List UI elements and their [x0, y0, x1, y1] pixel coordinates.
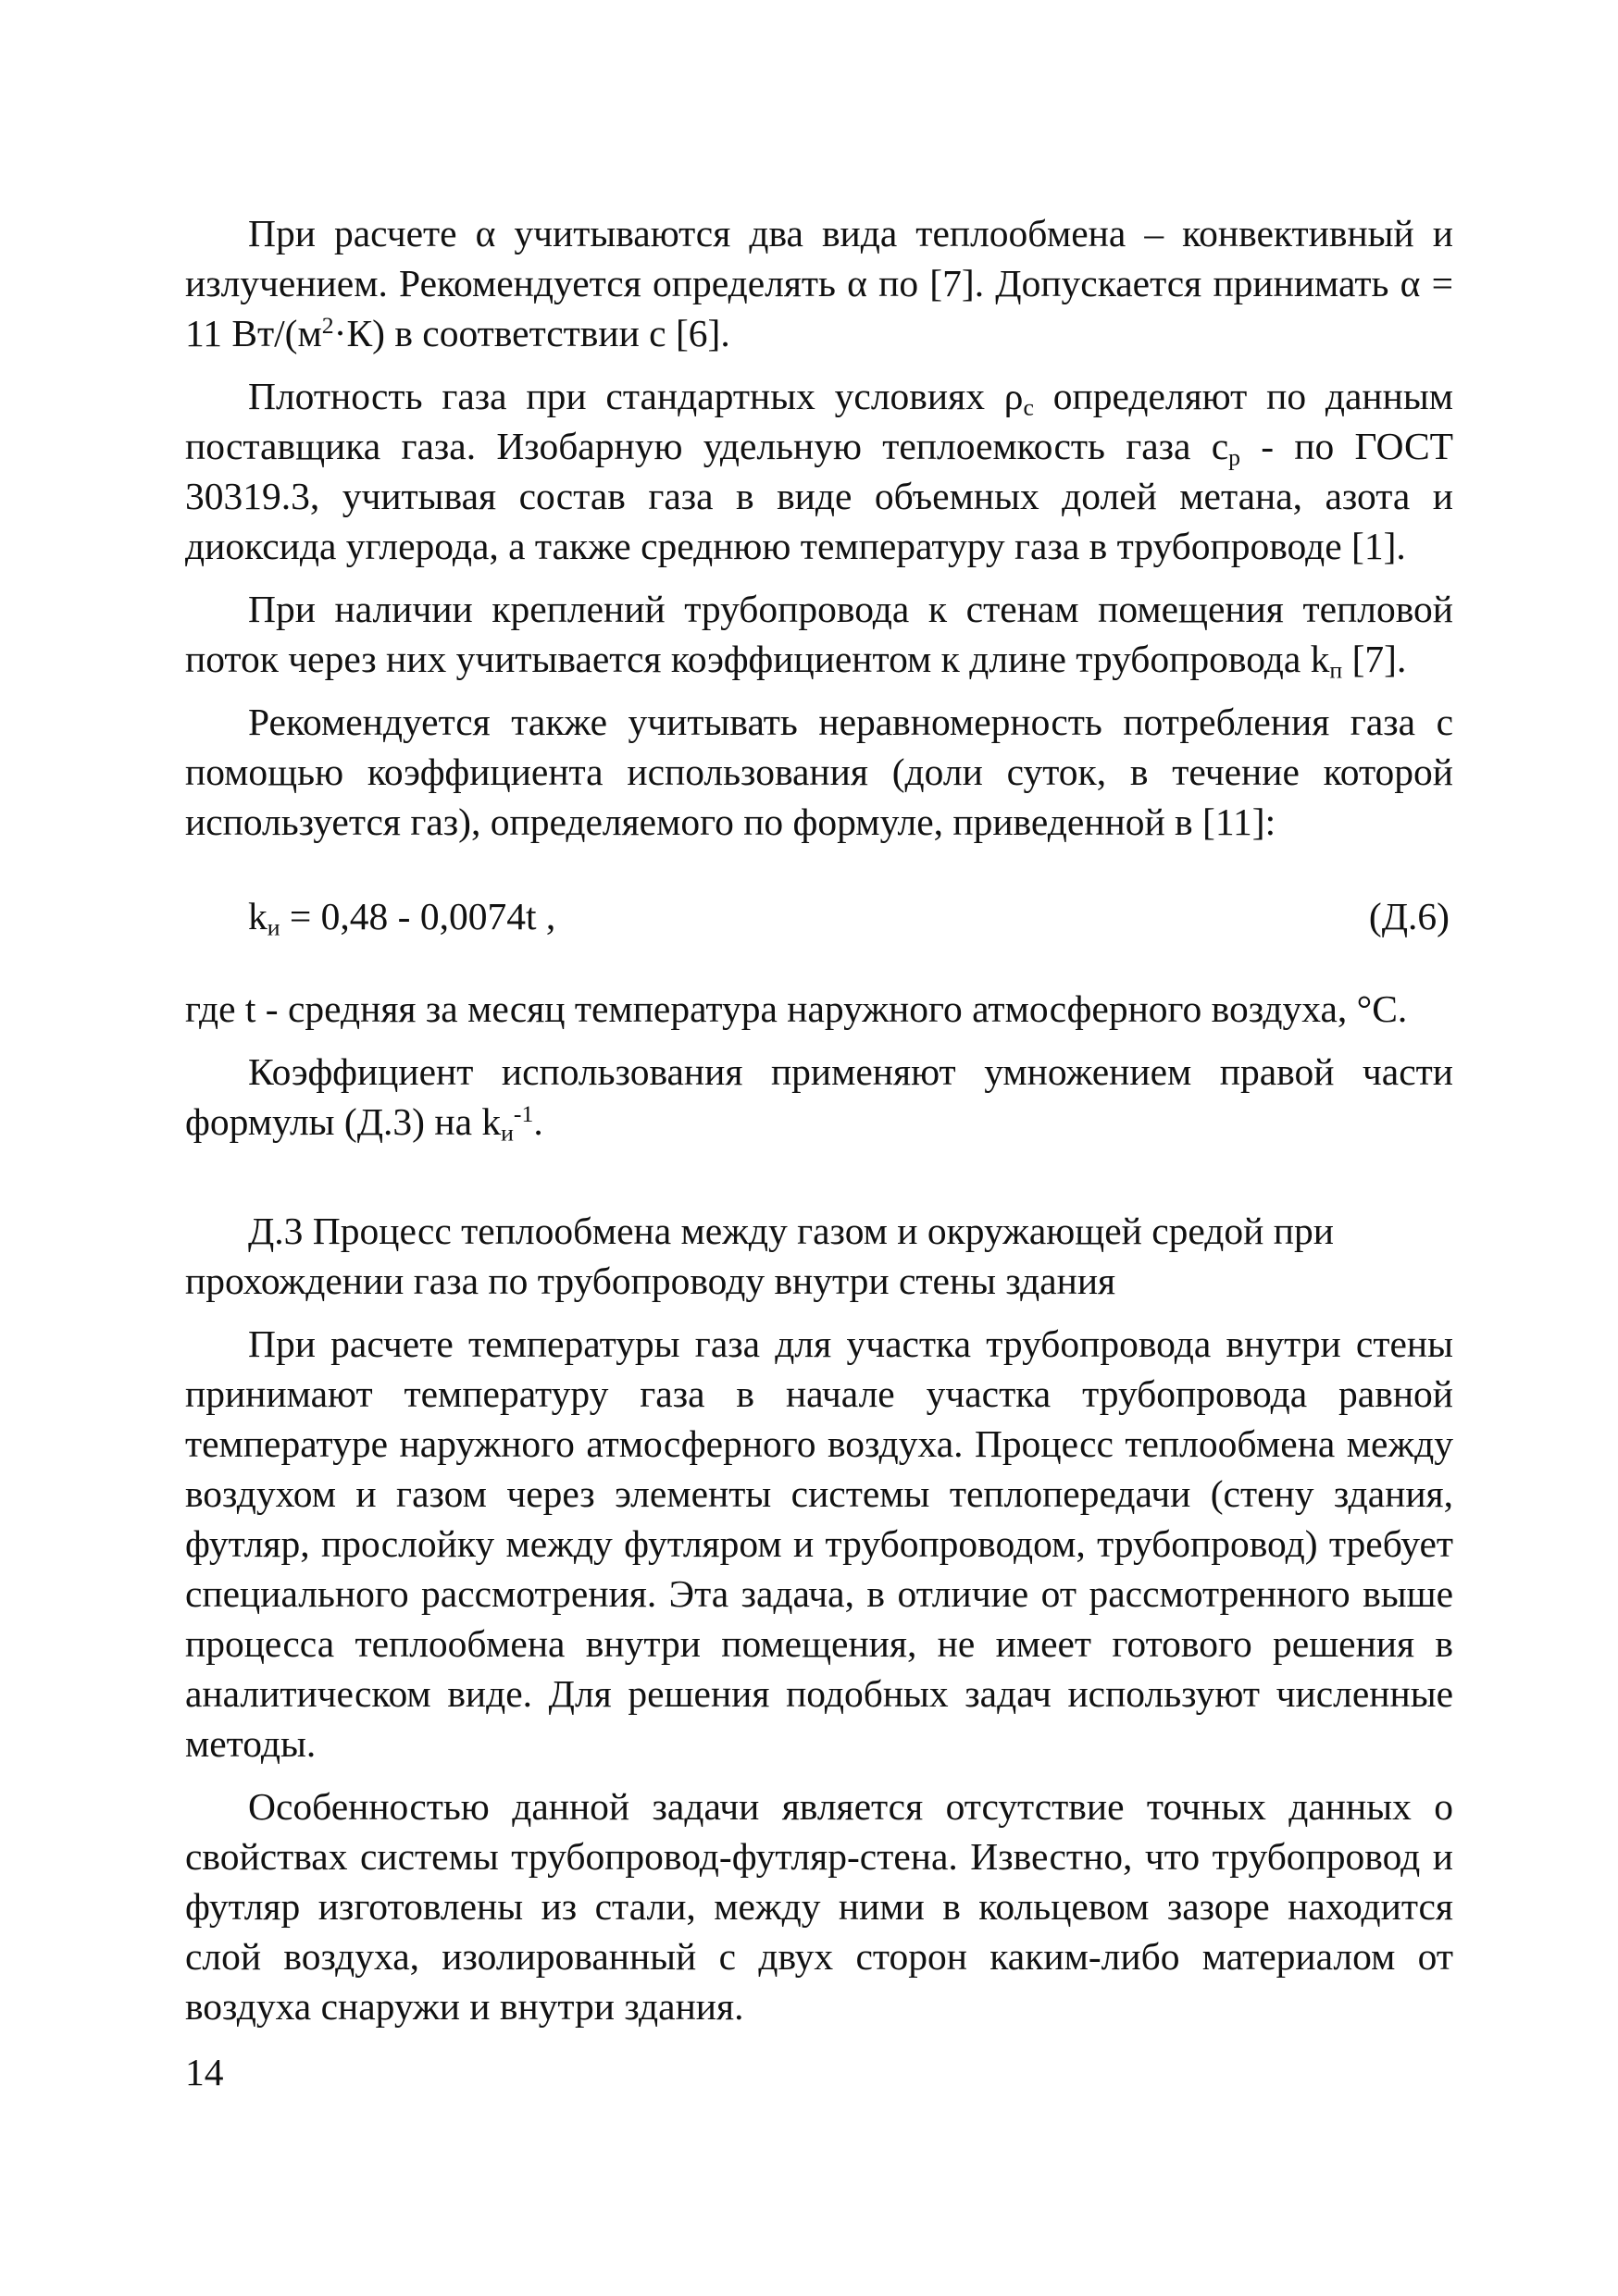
formula-d6 [185, 891, 1453, 941]
formula-variable: k [248, 895, 268, 937]
subscript: и [501, 1119, 514, 1147]
paragraph-wall-pipe-temperature: При расчете температуры газа для участка трубопровода внутри стены принимают температуру газа в начале участка трубопровода равной температуре наружного атмосферного воздуха. Процесс теплообмена между воздухом и газом через элементы системы теплопередачи (стену здания, футляр, прослойку между футляром и трубопроводом, трубопровод) требует специального рассмотрения. Эта задача, в отличие от рассмотренного выше процесса теплообмена внутри помещения, не имеет готового решения в аналитическом виде. Для решения подобных задач используют численные методы. [185, 1322, 1453, 1765]
subscript: п [1329, 656, 1343, 684]
text-run: Плотность газа при стандартных условиях ρ [248, 375, 1024, 417]
page-number: 14 [185, 2051, 224, 2093]
subscript: с [1023, 393, 1034, 421]
formula-body: = 0,48 - 0,0074t , [280, 895, 556, 937]
text-run: Коэффициент использования применяют умножением правой части формулы (Д.3) на k [185, 1050, 1453, 1143]
formula-number: (Д.6) [1368, 895, 1450, 937]
paragraph-usage-coefficient: Рекомендуется также учитывать неравномерность потребления газа с помощью коэффициента использования (доли суток, в течение которой используется газ), определяемого по формуле, приведенной в [11]: [185, 701, 1453, 843]
formula-expression [248, 891, 555, 941]
superscript: 2 [321, 311, 334, 339]
text-run: При расчете α учитываются два вида теплообмена – конвективный и излучением. Рекомендуется определять α по [7]. Допускается принимать α = 11 Вт/(м [185, 212, 1453, 354]
text-run: При наличии креплений трубопровода к стенам помещения тепловой поток через них учитывается коэффициентом к длине трубопровода k [185, 588, 1453, 680]
subscript: р [1228, 443, 1240, 471]
paragraph-alpha-heat-exchange [185, 208, 1453, 358]
page-body [185, 208, 1453, 2031]
text-run: . [533, 1100, 543, 1143]
text-run: ·К) в соответствии с [6]. [333, 312, 730, 354]
text-run: - по ГОСТ 30319.3, учитывая состав газа в виде объемных долей метана, азота и диоксида углерода, а также среднюю температуру газа в трубопроводе [1]. [185, 425, 1454, 567]
paragraph-where-t: где t - средняя за месяц температура наружного атмосферного воздуха, °С. [185, 987, 1408, 1030]
subscript: и [267, 913, 280, 941]
paragraph-gas-density [185, 371, 1453, 571]
text-run: определяют по данным поставщика газа. Изобарную удельную теплоемкость газа с [185, 375, 1453, 467]
paragraph-coefficient-application [185, 1047, 1453, 1147]
paragraph-pipe-fastenings [185, 584, 1453, 684]
superscript: -1 [513, 1099, 534, 1127]
section-heading-d3: Д.3 Процесс теплообмена между газом и окружающей средой при прохождении газа по трубопроводу внутри стены здания [185, 1210, 1334, 1302]
paragraph-system-properties: Особенностью данной задачи является отсутствие точных данных о свойствах системы трубопровод-футляр-стена. Известно, что трубопровод и футляр изготовлены из стали, между ними в кольцевом зазоре находится слой воздуха, изолированный с двух сторон каким-либо материалом от воздуха снаружи и внутри здания. [185, 1785, 1453, 2028]
text-run: [7]. [1342, 638, 1407, 680]
